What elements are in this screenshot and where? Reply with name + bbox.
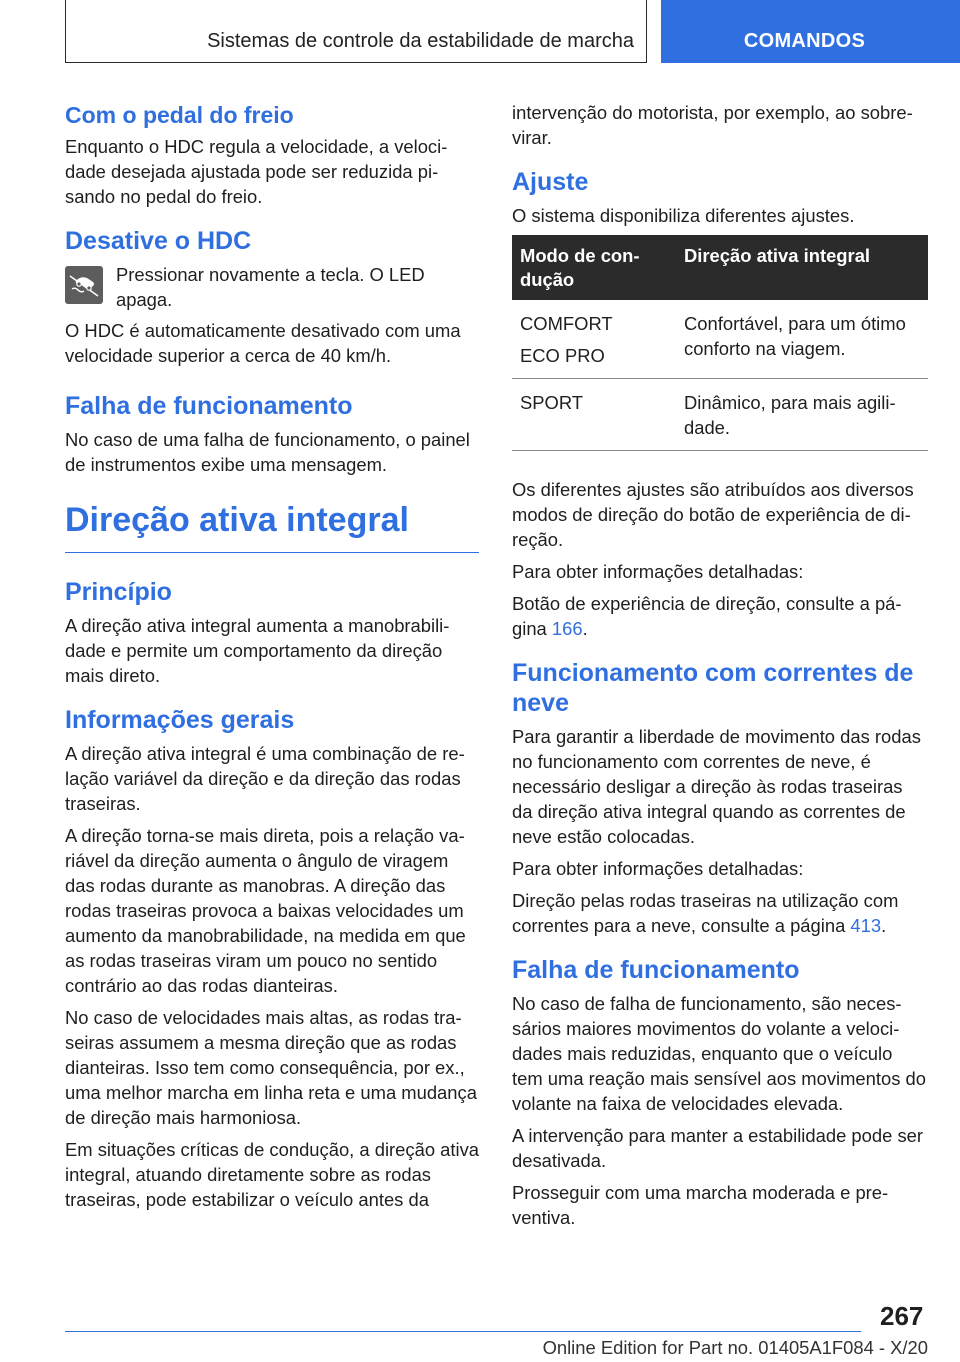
reference-2 (512, 888, 928, 938)
header-section-label: COMANDOS (743, 30, 866, 52)
hdc-downhill-car-icon (65, 266, 103, 304)
page-number: 267 (880, 1301, 924, 1331)
general-info-heading: Informações gerais (65, 706, 295, 734)
fault-text-1: No caso de falha de funcionamento, são necessários maiores movimentos do volante a velocidades mais reduzidas, enquanto que o veículo tem uma reação mais sensível aos movimentos do volante na faixa de velocidades elevada. (512, 993, 926, 1114)
snow-chains-heading: Funcionamento com correntes de neve (512, 659, 914, 717)
reference-1-text: Botão de experiência de direção, consulte a página (512, 593, 902, 639)
general-paragraph-2: A direção torna-se mais direta, pois a relação variável da direção aumenta o ângulo de viragem das rodas durante as manobras. A direção das rodas traseiras provoca a baixas velocidades um aumento da manobrabilidade, na medida em que as rodas traseiras viram um pouco no sentido contrário ao das rodas dianteiras. (65, 825, 466, 996)
fault-text-3: Prosseguir com uma marcha moderada e preventiva. (512, 1182, 889, 1228)
table-cell-description: Dinâmico, para mais agilidade. (676, 379, 928, 451)
header-section-tab (661, 0, 960, 63)
fault-heading: Falha de funcionamento (65, 392, 353, 420)
reference-2-end: . (881, 915, 887, 936)
table-row (512, 300, 928, 379)
general-paragraph-1: A direção ativa integral é uma combinação de relação variável da direção e da direção das rodas traseiras. (65, 743, 465, 814)
info-label-2: Para obter informações detalhadas: (512, 858, 804, 879)
reference-2-text: Direção pelas rodas traseiras na utilização com correntes para a neve, consulte a página (512, 890, 899, 936)
mode-sport: SPORT (512, 379, 676, 451)
modes-table (512, 235, 928, 451)
table-header-row (512, 235, 928, 300)
continued-text: intervenção do motorista, por exemplo, ao sobrevirar. (512, 102, 913, 148)
deactivate-heading: Desative o HDC (65, 227, 252, 255)
principle-text: A direção ativa integral aumenta a manobrabilidade e permite um comportamento da direção mais direto. (65, 615, 450, 686)
mode-comfort: COMFORT (520, 313, 613, 334)
table-header-steering: Direção ativa integral (676, 235, 928, 300)
table-cell-mode (512, 300, 676, 379)
page-link-166[interactable]: 166 (551, 618, 583, 639)
adjust-heading: Ajuste (512, 168, 589, 196)
table-header-mode: Modo de condução (512, 235, 676, 300)
left-column (65, 100, 479, 1219)
footer-divider (65, 1331, 861, 1332)
footer-edition: Online Edition for Part no. 01405A1F084 - X/20 (542, 1337, 928, 1358)
general-paragraph-4: Em situações críticas de condução, a direção ativa integral, atuando diretamente sobre as rodas traseiras, pode estabilizar o veículo antes da (65, 1139, 480, 1210)
brake-heading: Com o pedal do freio (65, 102, 294, 128)
chapter-heading: Direção ativa integral (65, 500, 479, 553)
brake-text: Enquanto o HDC regula a velocidade, a velocidade desejada ajustada pode ser reduzida pisando no pedal do freio. (65, 136, 448, 207)
table-cell-description: Confortável, para um ótimo conforto na viagem. (676, 300, 928, 379)
general-paragraph-3: No caso de velocidades mais altas, as rodas traseiras assumem a mesma direção que as rodas dianteiras. Isso tem como consequência, por ex., uma melhor marcha em linha reta e uma mudança de direção mais harmoniosa. (65, 1007, 477, 1128)
snow-chains-text: Para garantir a liberdade de movimento das rodas no funcionamento com correntes de neve, é necessário desligar a direção às rodas traseiras da direção ativa integral quando as correntes de neve estão colocadas. (512, 726, 921, 847)
deactivate-auto-text: O HDC é automaticamente desativado com uma velocidade superior a cerca de 40 km/h. (65, 320, 461, 366)
right-column (512, 100, 928, 1237)
deactivate-text: Pressionar novamente a tecla. O LED apaga. (116, 264, 425, 310)
deactivate-instruction (65, 262, 479, 312)
fault-heading-2: Falha de funcionamento (512, 956, 800, 984)
reference-1-end: . (582, 618, 588, 639)
info-label: Para obter informações detalhadas: (512, 561, 804, 582)
header-title: Sistemas de controle da estabilidade de marcha (207, 30, 634, 52)
modes-text: Os diferentes ajustes são atribuídos aos diversos modos de direção do botão de experiência de direção. (512, 479, 914, 550)
header-title-box (65, 0, 647, 63)
page-link-413[interactable]: 413 (850, 915, 882, 936)
adjust-text: O sistema disponibiliza diferentes ajustes. (512, 205, 855, 226)
fault-text: No caso de uma falha de funcionamento, o painel de instrumentos exibe uma mensagem. (65, 429, 470, 475)
reference-1 (512, 591, 928, 641)
principle-heading: Princípio (65, 578, 172, 606)
mode-eco-pro: ECO PRO (520, 345, 605, 366)
table-row (512, 379, 928, 451)
fault-text-2: A intervenção para manter a estabilidade pode ser desativada. (512, 1125, 923, 1171)
